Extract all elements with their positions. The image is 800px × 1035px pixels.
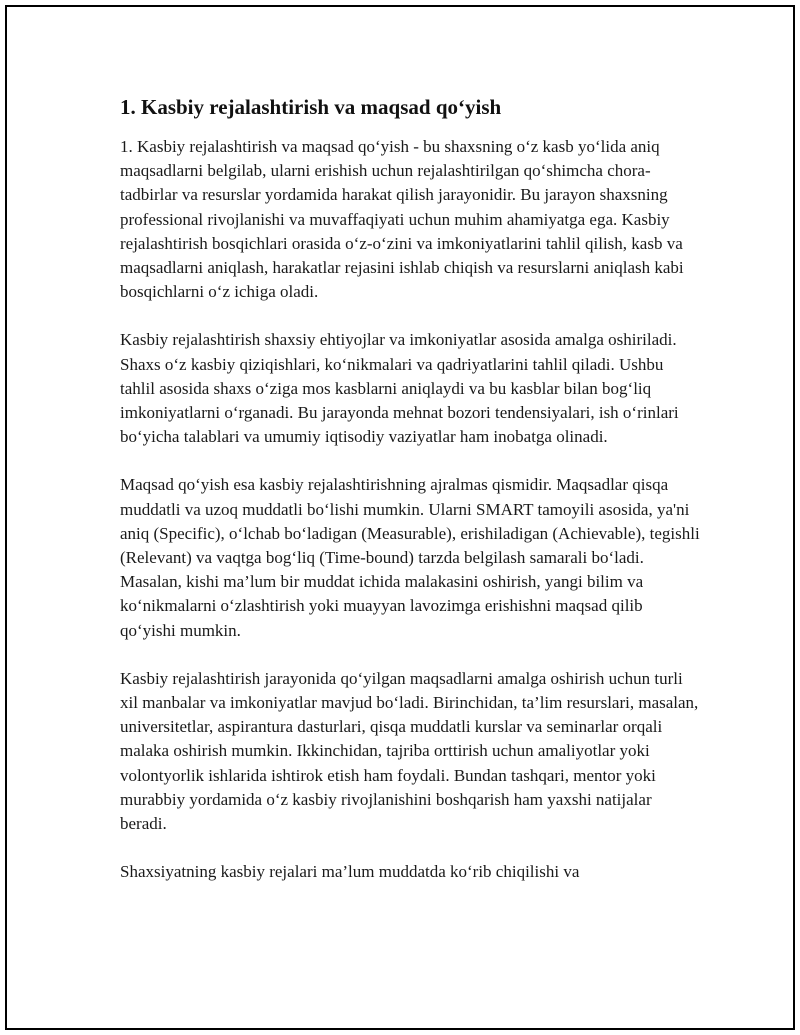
paragraph-5: Shaxsiyatning kasbiy rejalari ma’lum muddatda ko‘rib chiqilishi va [120, 862, 580, 882]
document-title: 1. Kasbiy rejalashtirish va maqsad qo‘yish [120, 95, 502, 119]
paragraph-1: 1. Kasbiy rejalashtirish va maqsad qo‘yish - bu shaxsning o‘z kasb yo‘lida aniq maqsadlarni belgilab, ularni erishish uchun rejalashtirilgan qo‘shimcha chora-tadbirlar va resurslar yordamida harakat qilish jarayonidir. Bu jarayon shaxsning professional rivojlanishi va muvaffaqiyati uchun muhim ahamiyatga ega. Kasbiy rejalashtirish bosqichlari orasida o‘z-o‘zini va imkoniyatlarini tahlil qilish, kasb va maqsadlarni aniqlash, harakatlar rejasini ishlab chiqish va resurslarni aniqlash kabi bosqichlarni o‘z ichiga oladi. [120, 137, 684, 302]
document-body [120, 93, 700, 908]
paragraph-3: Maqsad qo‘yish esa kasbiy rejalashtirishning ajralmas qismidir. Maqsadlar qisqa muddatli va uzoq muddatli bo‘lishi mumkin. Ularni SMART tamoyili asosida, ya'ni aniq (Specific), o‘lchab bo‘ladigan (Measurable), erishiladigan (Achievable), tegishli (Relevant) va vaqtga bog‘liq (Time-bound) tarzda belgilash samarali bo‘ladi. Masalan, kishi ma’lum bir muddat ichida malakasini oshirish, yangi bilim va ko‘nikmalarni o‘zlashtirish yoki muayyan lavozimga erishishni maqsad qilib qo‘yishi mumkin. [120, 475, 700, 640]
paragraph-2: Kasbiy rejalashtirish shaxsiy ehtiyojlar va imkoniyatlar asosida amalga oshiriladi. Shaxs o‘z kasbiy qiziqishlari, ko‘nikmalari va qadriyatlarini tahlil qiladi. Ushbu tahlil asosida shaxs o‘ziga mos kasblarni aniqlaydi va bu kasblar bilan bog‘liq imkoniyatlarni o‘rganadi. Bu jarayonda mehnat bozori tendensiyalari, ish o‘rinlari bo‘yicha talablari va umumiy iqtisodiy vaziyatlar ham inobatga olinadi. [120, 330, 679, 447]
paragraph-4: Kasbiy rejalashtirish jarayonida qo‘yilgan maqsadlarni amalga oshirish uchun turli xil manbalar va imkoniyatlar mavjud bo‘ladi. Birinchidan, ta’lim resurslari, masalan, universitetlar, aspirantura dasturlari, qisqa muddatli kurslar va seminarlar orqali malaka oshirish mumkin. Ikkinchidan, tajriba orttirish uchun amaliyotlar yoki volontyorlik ishlarida ishtirok etish ham foydali. Bundan tashqari, mentor yoki murabbiy yordamida o‘z kasbiy rivojlanishini boshqarish ham yaxshi natijalar beradi. [120, 668, 699, 834]
page-frame [5, 5, 795, 1030]
